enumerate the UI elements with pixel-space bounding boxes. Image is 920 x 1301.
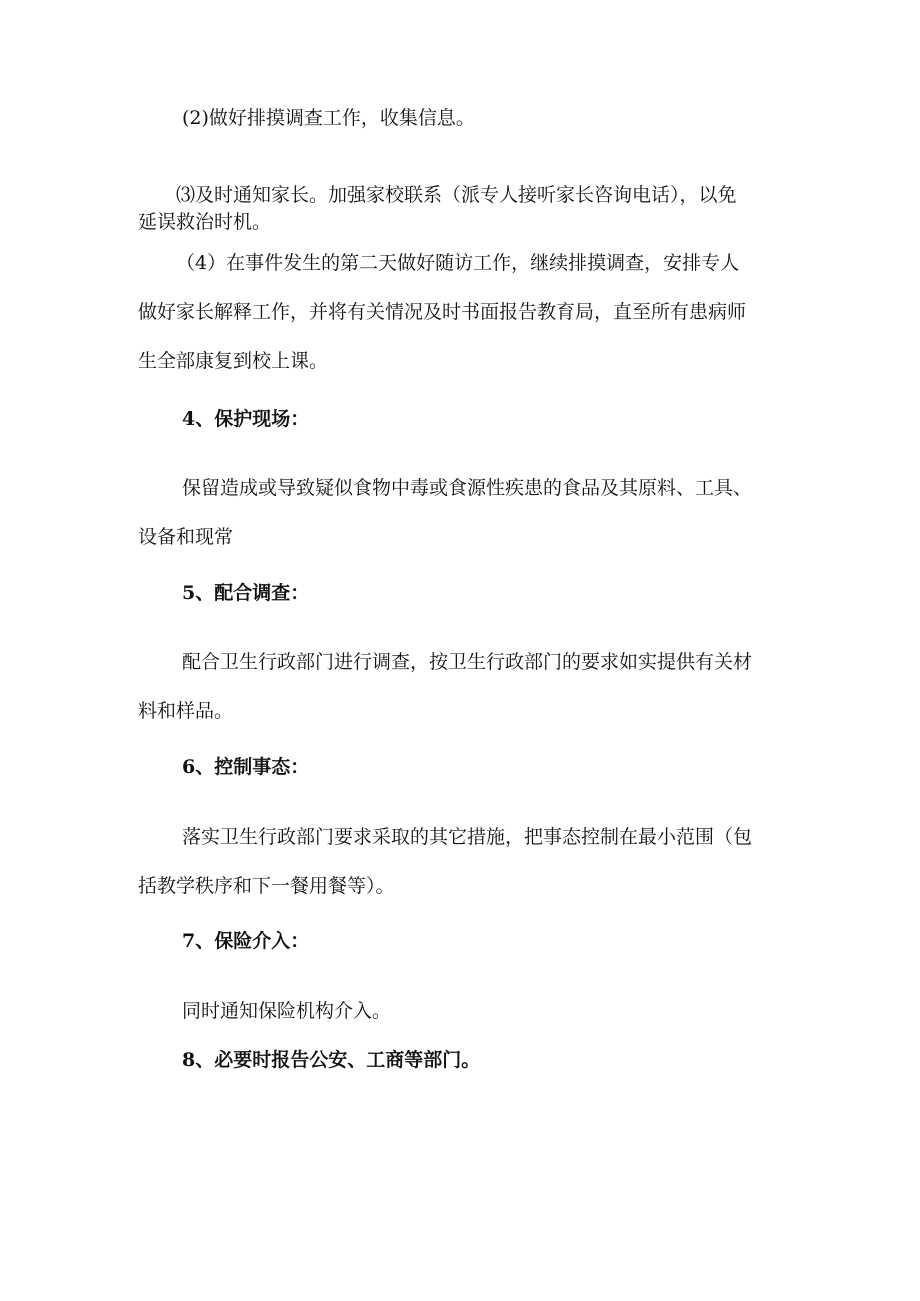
paragraph-3-line-2: 延误救治时机。 <box>138 211 272 233</box>
section-5-line-1: 配合卫生行政部门进行调查，按卫生行政部门的要求如实提供有关材 <box>182 651 753 673</box>
section-heading-8: 8、必要时报告公安、工商等部门。 <box>182 1049 481 1071</box>
section-heading-4: 4、保护现场： <box>182 408 310 430</box>
section-6-line-1: 落实卫生行政部门要求采取的其它措施，把事态控制在最小范围（包 <box>182 826 753 848</box>
paragraph-2: (2)做好排摸调查工作，收集信息。 <box>182 107 475 129</box>
section-4-line-2: 设备和现常 <box>138 526 234 548</box>
section-heading-7: 7、保险介入： <box>182 930 310 952</box>
paragraph-3-line-1: ⑶及时通知家长。加强家校联系（派专人接听家长咨询电话），以免 <box>176 184 737 206</box>
section-5-line-2: 料和样品。 <box>138 700 234 722</box>
section-7-line-1: 同时通知保险机构介入。 <box>182 1000 392 1022</box>
section-4-line-1: 保留造成或导致疑似食物中毒或食源性疾患的食品及其原料、工具、 <box>182 477 753 499</box>
section-6-line-2: 括教学秩序和下一餐用餐等）。 <box>138 875 395 897</box>
paragraph-4-line-2: 做好家长解释工作，并将有关情况及时书面报告教育局，直至所有患病师 <box>138 301 747 323</box>
paragraph-4-line-3: 生全部康复到校上课。 <box>138 350 329 372</box>
section-heading-5: 5、配合调查： <box>182 582 310 604</box>
section-heading-6: 6、控制事态： <box>182 756 310 778</box>
paragraph-4-line-1: （4）在事件发生的第二天做好随访工作，继续排摸调查，安排专人 <box>176 252 740 274</box>
